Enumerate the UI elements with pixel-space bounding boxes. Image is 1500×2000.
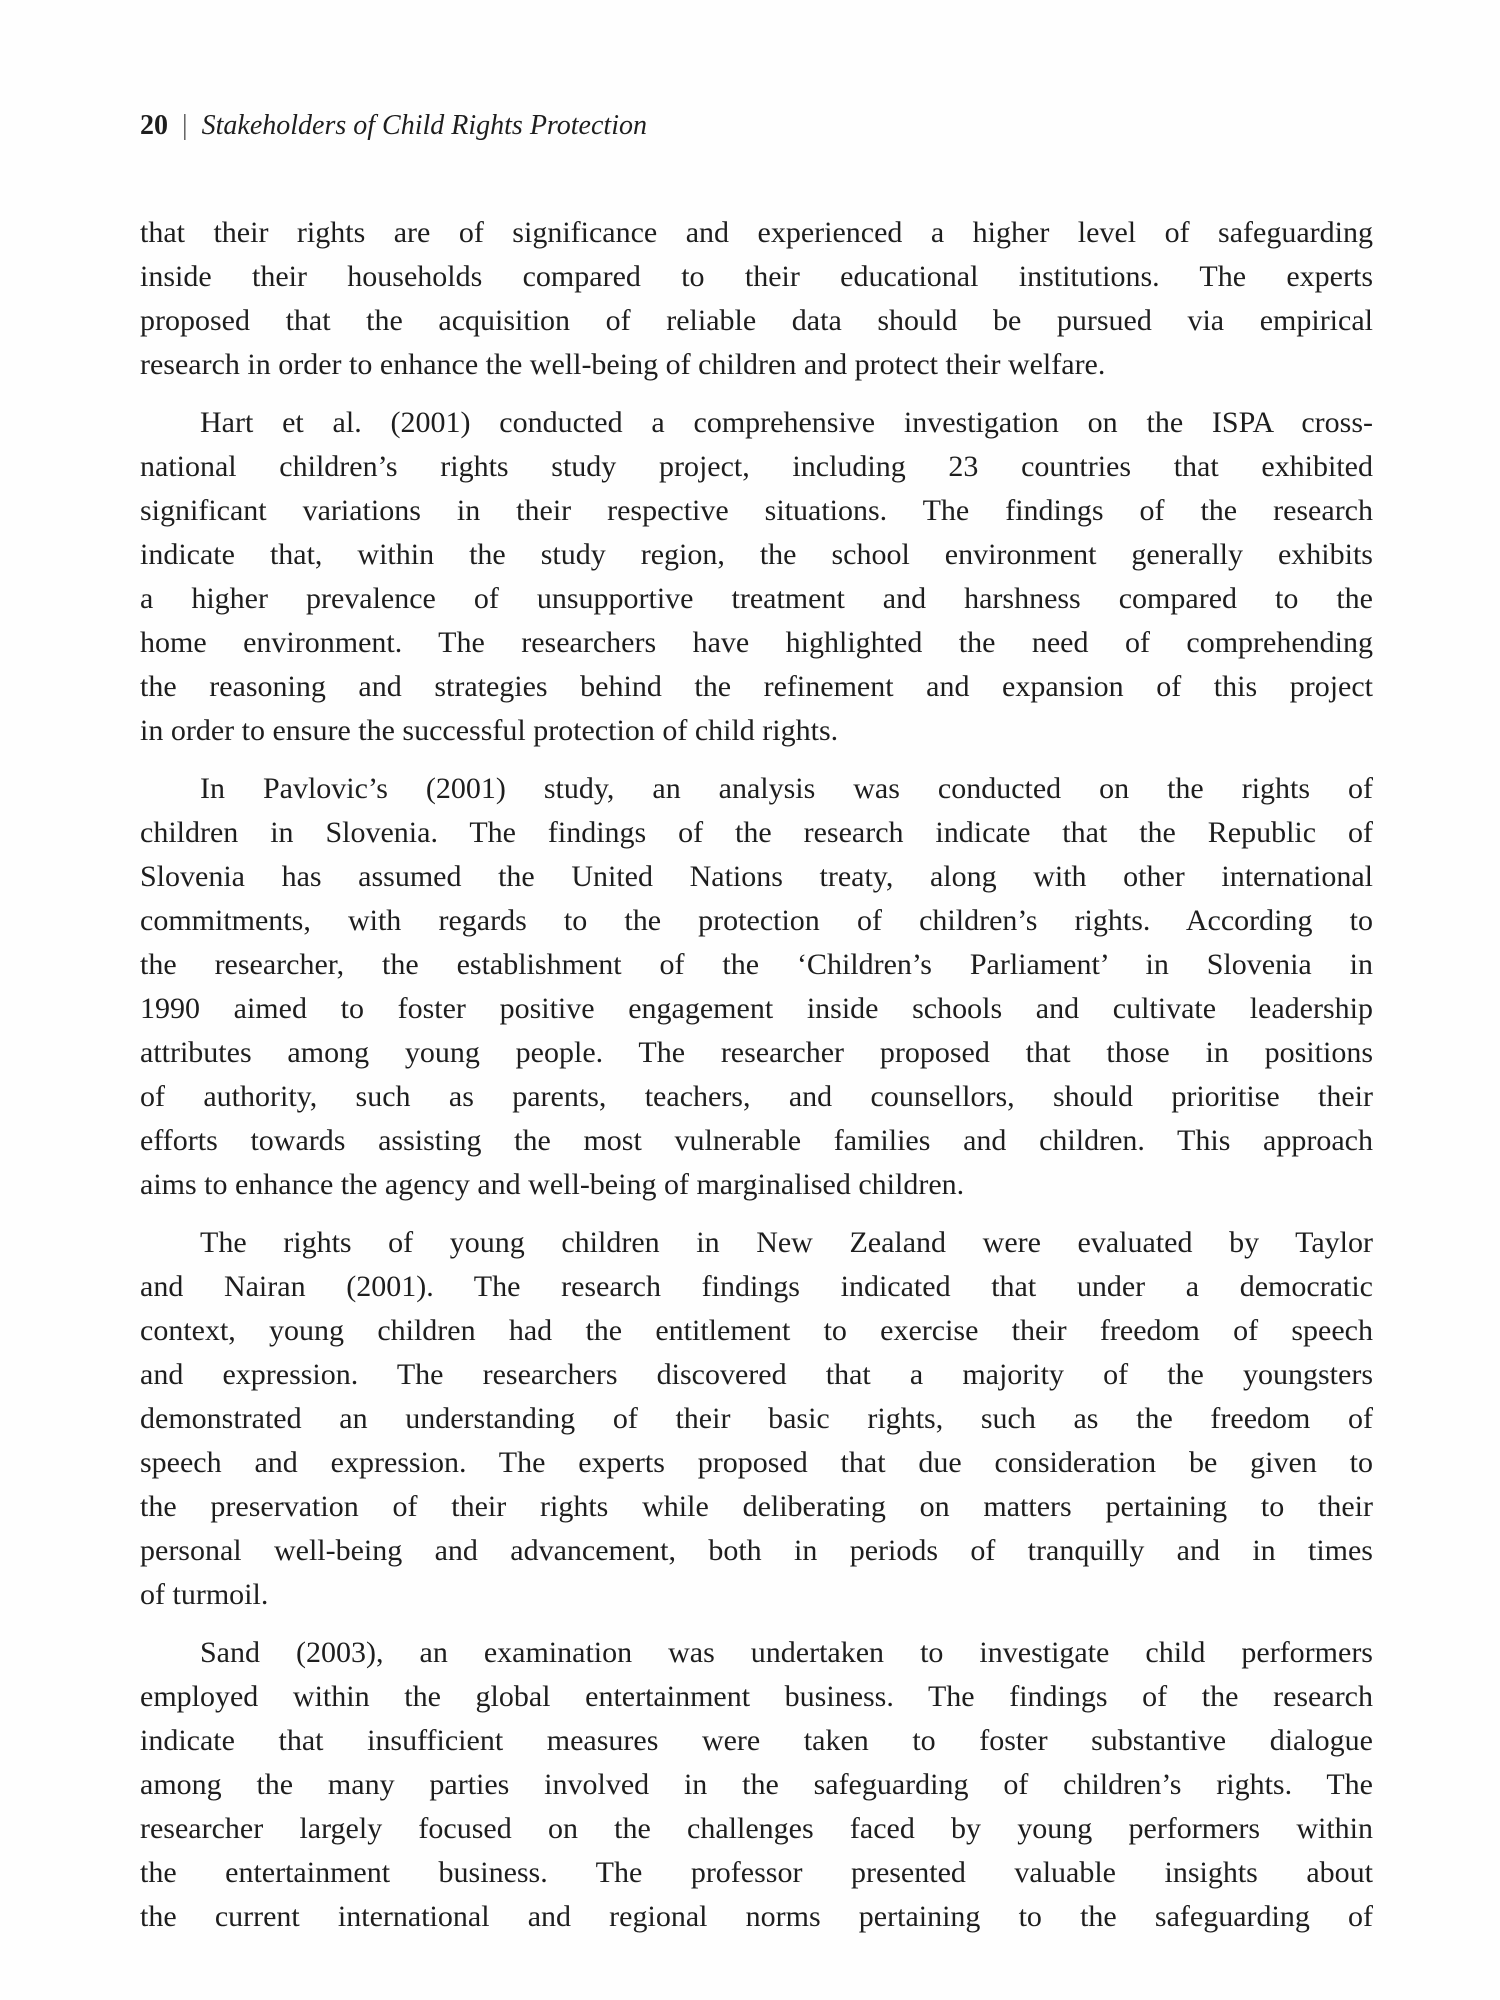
- text-line: indicate that insufficient measures were taken to foster substantive dialogue: [140, 1724, 1373, 1757]
- text-line: home environment. The researchers have highlighted the need of comprehending: [140, 626, 1373, 659]
- paragraph: [140, 211, 1373, 387]
- text-line: among the many parties involved in the safeguarding of children’s rights. The: [140, 1768, 1373, 1801]
- text-line: the reasoning and strategies behind the refinement and expansion of this project: [140, 670, 1373, 703]
- text-line: employed within the global entertainment business. The findings of the research: [140, 1680, 1373, 1713]
- text-line: context, young children had the entitlement to exercise their freedom of speech: [140, 1314, 1373, 1347]
- paragraph: [140, 401, 1373, 753]
- text-line: commitments, with regards to the protection of children’s rights. According to: [140, 904, 1373, 937]
- text-line: The rights of young children in New Zealand were evaluated by Taylor: [200, 1226, 1373, 1259]
- page-number: 20: [140, 110, 168, 141]
- text-line: inside their households compared to their educational institutions. The experts: [140, 260, 1373, 293]
- text-line: In Pavlovic’s (2001) study, an analysis was conducted on the rights of: [200, 772, 1373, 805]
- text-line: speech and expression. The experts proposed that due consideration be given to: [140, 1446, 1373, 1479]
- text-line: the current international and regional norms pertaining to the safeguarding of: [140, 1900, 1373, 1933]
- text-line: and Nairan (2001). The research findings indicated that under a democratic: [140, 1270, 1373, 1303]
- text-line: the preservation of their rights while deliberating on matters pertaining to their: [140, 1490, 1373, 1523]
- header-separator: |: [182, 110, 188, 141]
- paragraph: [140, 767, 1373, 1207]
- text-line: of turmoil.: [140, 1578, 269, 1611]
- text-line: Sand (2003), an examination was undertaken to investigate child performers: [200, 1636, 1373, 1669]
- text-line: efforts towards assisting the most vulnerable families and children. This approach: [140, 1124, 1373, 1157]
- text-line: proposed that the acquisition of reliable data should be pursued via empirical: [140, 304, 1373, 337]
- text-line: significant variations in their respective situations. The findings of the research: [140, 494, 1373, 527]
- text-line: national children’s rights study project, including 23 countries that exhibited: [140, 450, 1373, 483]
- text-line: researcher largely focused on the challenges faced by young performers within: [140, 1812, 1373, 1845]
- body-text: [140, 211, 1373, 1953]
- text-line: a higher prevalence of unsupportive treatment and harshness compared to the: [140, 582, 1373, 615]
- running-header: [140, 110, 647, 142]
- text-line: the researcher, the establishment of the ‘Children’s Parliament’ in Slovenia in: [140, 948, 1373, 981]
- paragraph: [140, 1221, 1373, 1617]
- text-line: Slovenia has assumed the United Nations treaty, along with other international: [140, 860, 1373, 893]
- text-line: of authority, such as parents, teachers, and counsellors, should prioritise their: [140, 1080, 1373, 1113]
- text-line: research in order to enhance the well-being of children and protect their welfare.: [140, 348, 1106, 381]
- text-line: personal well-being and advancement, both in periods of tranquilly and in times: [140, 1534, 1373, 1567]
- text-line: aims to enhance the agency and well-being of marginalised children.: [140, 1168, 965, 1201]
- text-line: in order to ensure the successful protection of child rights.: [140, 714, 839, 747]
- text-line: children in Slovenia. The findings of the research indicate that the Republic of: [140, 816, 1373, 849]
- text-line: that their rights are of significance and experienced a higher level of safeguarding: [140, 216, 1373, 249]
- text-line: and expression. The researchers discovered that a majority of the youngsters: [140, 1358, 1373, 1391]
- text-line: the entertainment business. The professor presented valuable insights about: [140, 1856, 1373, 1889]
- text-line: attributes among young people. The researcher proposed that those in positions: [140, 1036, 1373, 1069]
- text-line: 1990 aimed to foster positive engagement inside schools and cultivate leadership: [140, 992, 1373, 1025]
- text-line: indicate that, within the study region, the school environment generally exhibits: [140, 538, 1373, 571]
- running-title: Stakeholders of Child Rights Protection: [201, 110, 647, 141]
- paragraph: [140, 1631, 1373, 1939]
- text-line: Hart et al. (2001) conducted a comprehensive investigation on the ISPA cross-: [200, 406, 1373, 439]
- text-line: demonstrated an understanding of their basic rights, such as the freedom of: [140, 1402, 1373, 1435]
